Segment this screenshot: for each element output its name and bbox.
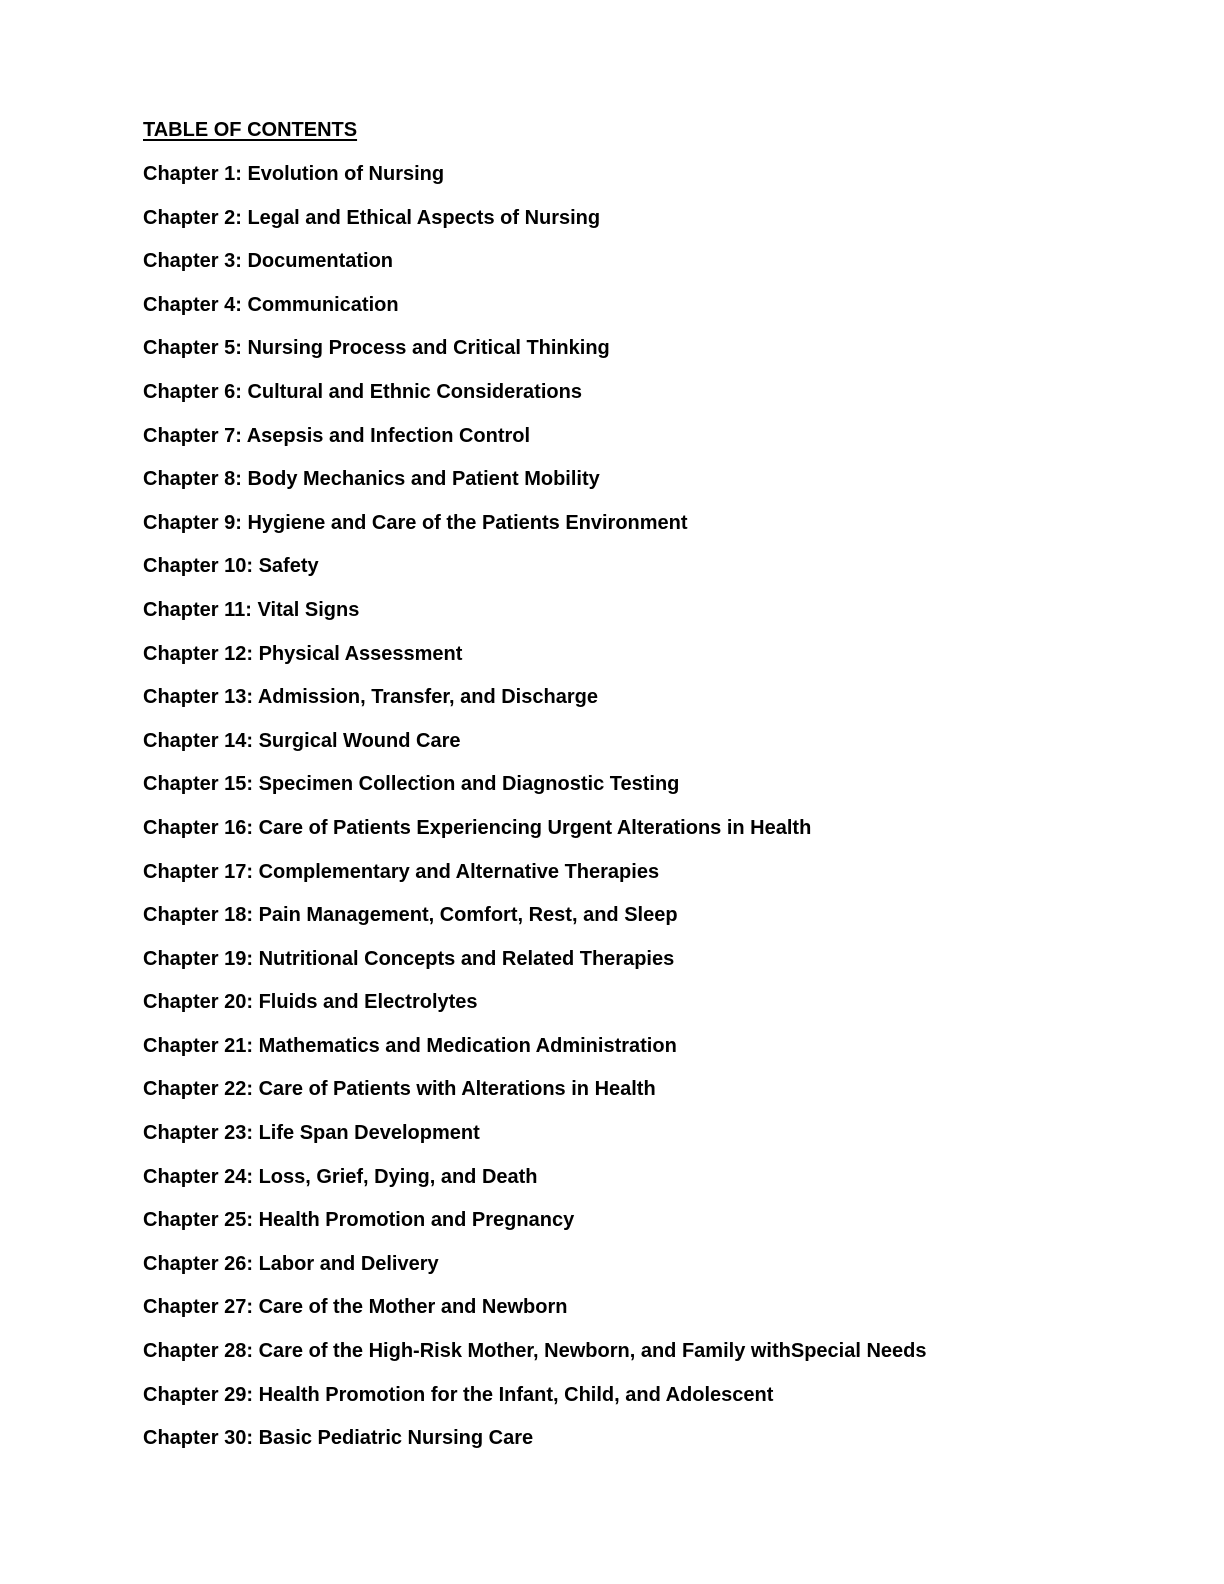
chapter-entry: Chapter 3: Documentation — [143, 250, 394, 273]
chapter-entry: Chapter 4: Communication — [143, 293, 399, 316]
chapter-entry: Chapter 11: Vital Signs — [143, 598, 360, 621]
chapter-entry: Chapter 5: Nursing Process and Critical Thinking — [143, 337, 610, 360]
chapter-entry: Chapter 15: Specimen Collection and Diagnostic Testing — [143, 773, 680, 796]
chapter-entry: Chapter 22: Care of Patients with Alterations in Health — [143, 1078, 656, 1101]
chapter-entry: Chapter 24: Loss, Grief, Dying, and Death — [143, 1165, 538, 1188]
chapter-list — [143, 160, 1143, 1452]
chapter-entry: Chapter 8: Body Mechanics and Patient Mobility — [143, 468, 600, 491]
chapter-entry: Chapter 29: Health Promotion for the Infant, Child, and Adolescent — [143, 1383, 774, 1406]
chapter-entry: Chapter 21: Mathematics and Medication Administration — [143, 1034, 677, 1057]
chapter-entry: Chapter 16: Care of Patients Experiencing Urgent Alterations in Health — [143, 816, 812, 839]
chapter-entry: Chapter 30: Basic Pediatric Nursing Care — [143, 1427, 534, 1450]
chapter-entry: Chapter 23: Life Span Development — [143, 1122, 480, 1145]
chapter-entry: Chapter 12: Physical Assessment — [143, 642, 463, 665]
chapter-entry: Chapter 1: Evolution of Nursing — [143, 163, 445, 185]
chapter-entry: Chapter 18: Pain Management, Comfort, Rest, and Sleep — [143, 904, 678, 927]
chapter-entry: Chapter 6: Cultural and Ethnic Considerations — [143, 380, 582, 403]
chapter-entry: Chapter 10: Safety — [143, 555, 319, 578]
chapter-entry: Chapter 14: Surgical Wound Care — [143, 729, 461, 752]
chapter-entry: Chapter 13: Admission, Transfer, and Discharge — [143, 686, 598, 709]
chapter-entry: Chapter 28: Care of the High-Risk Mother, Newborn, and Family withSpecial Needs — [143, 1340, 927, 1363]
chapter-entry: Chapter 25: Health Promotion and Pregnancy — [143, 1209, 575, 1232]
toc-heading: TABLE OF CONTENTS — [143, 119, 358, 141]
chapter-entry: Chapter 27: Care of the Mother and Newborn — [143, 1296, 568, 1319]
chapter-entry: Chapter 19: Nutritional Concepts and Related Therapies — [143, 947, 675, 970]
chapter-entry: Chapter 17: Complementary and Alternative Therapies — [143, 860, 660, 883]
table-of-contents — [143, 116, 1143, 1468]
chapter-entry: Chapter 20: Fluids and Electrolytes — [143, 991, 478, 1014]
chapter-entry: Chapter 7: Asepsis and Infection Control — [143, 424, 531, 447]
chapter-entry: Chapter 26: Labor and Delivery — [143, 1252, 439, 1275]
chapter-entry: Chapter 9: Hygiene and Care of the Patients Environment — [143, 511, 688, 534]
chapter-entry: Chapter 2: Legal and Ethical Aspects of Nursing — [143, 206, 601, 229]
